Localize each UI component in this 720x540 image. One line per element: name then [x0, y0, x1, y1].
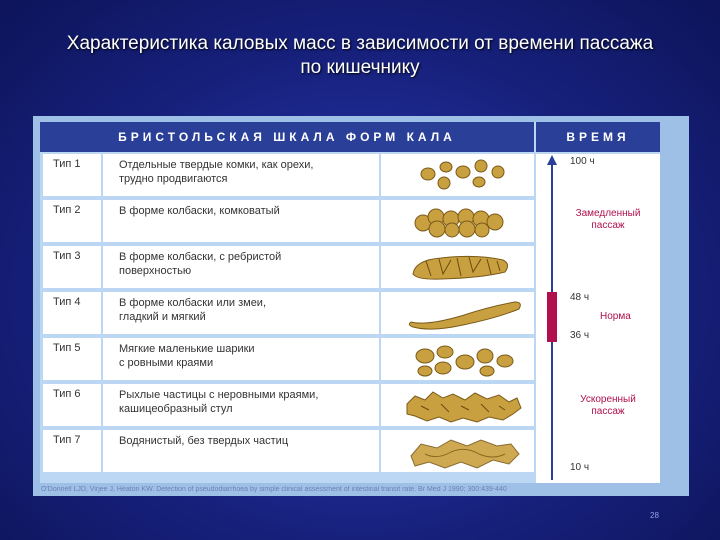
- table-row-type-2: [40, 200, 534, 244]
- fast-transit-label: [562, 394, 654, 418]
- table-header-time: ВРЕМЯ: [536, 122, 660, 152]
- type-description: [103, 154, 379, 196]
- time-label-48h: 48 ч: [570, 292, 590, 303]
- description-line-1: В форме колбаски или змеи,: [119, 297, 267, 309]
- fast-transit-line-2: пассаж: [591, 406, 625, 417]
- description-line-1: Мягкие маленькие шарики: [119, 343, 255, 355]
- type-label: Тип 5: [43, 338, 101, 380]
- table-header-scale: БРИСТОЛЬСКАЯ ШКАЛА ФОРМ КАЛА: [40, 122, 534, 152]
- page-number: 28: [650, 511, 659, 520]
- slide-title: [0, 32, 720, 80]
- description-line-2: с ровными краями: [119, 357, 214, 369]
- description-line-2: гладкий и мягкий: [119, 311, 206, 323]
- stool-image-type-6: [381, 384, 534, 426]
- table-frame: [40, 122, 660, 483]
- type-description: [103, 430, 379, 472]
- type-label: Тип 2: [43, 200, 101, 242]
- table-row-type-1: [40, 154, 534, 198]
- norm-range-bar: [547, 292, 557, 342]
- description-line-1: В форме колбаски, с ребристой: [119, 251, 282, 263]
- type-description: [103, 246, 379, 288]
- table-row-type-5: [40, 338, 534, 382]
- slide-title-line-2: по кишечнику: [300, 57, 420, 78]
- soft-blobs-icon: [381, 338, 534, 380]
- slide-title-line-1: Характеристика каловых масс в зависимости от времени пассажа: [66, 33, 654, 54]
- cracked-sausage-icon: [381, 246, 534, 288]
- bristol-scale-figure: [33, 116, 689, 496]
- type-label: Тип 1: [43, 154, 101, 196]
- description-line-1: Водянистый, без твердых частиц: [119, 435, 289, 447]
- stool-image-type-4: [381, 292, 534, 334]
- table-row-type-6: [40, 384, 534, 428]
- type-label: Тип 6: [43, 384, 101, 426]
- stool-image-type-7: [381, 430, 534, 472]
- stool-image-type-5: [381, 338, 534, 380]
- type-description: [103, 200, 379, 242]
- description-line-2: поверхностью: [119, 265, 192, 277]
- norm-label: Норма: [600, 311, 631, 322]
- separate-lumps-icon: [381, 154, 534, 196]
- type-description: [103, 338, 379, 380]
- table-row-type-3: [40, 246, 534, 290]
- stool-image-type-2: [381, 200, 534, 242]
- table-row-type-7: [40, 430, 534, 474]
- type-description: [103, 292, 379, 334]
- type-label: Тип 7: [43, 430, 101, 472]
- description-line-1: В форме колбаски, комковатый: [119, 205, 280, 217]
- table-row-type-4: [40, 292, 534, 336]
- description-line-1: Отдельные твердые комки, как орехи,: [119, 159, 314, 171]
- description-line-2: кашицеобразный стул: [119, 403, 233, 415]
- citation-text: O'Donnell LJD, Virjee J, Heaton KW. Detection of pseudodiarrhoea by simple clinical assessment of intestinal transit rate. Br Med J 1990; 300:439-440: [41, 486, 507, 493]
- stool-image-type-1: [381, 154, 534, 196]
- fast-transit-line-1: Ускоренный: [580, 394, 636, 405]
- stool-image-type-3: [381, 246, 534, 288]
- time-label-10h: 10 ч: [570, 462, 590, 473]
- slow-transit-line-1: Замедленный: [575, 208, 641, 219]
- description-line-2: трудно продвигаются: [119, 173, 228, 185]
- type-label: Тип 3: [43, 246, 101, 288]
- time-label-36h: 36 ч: [570, 330, 590, 341]
- time-label-100h: 100 ч: [570, 156, 595, 167]
- smooth-snake-icon: [381, 292, 534, 334]
- type-description: [103, 384, 379, 426]
- transit-time-column: [536, 154, 660, 483]
- fluffy-pieces-icon: [381, 384, 534, 426]
- slow-transit-label: [562, 208, 654, 232]
- type-label: Тип 4: [43, 292, 101, 334]
- slow-transit-line-2: пассаж: [591, 220, 625, 231]
- description-line-1: Рыхлые частицы с неровными краями,: [119, 389, 319, 401]
- watery-icon: [381, 430, 534, 472]
- lumpy-sausage-icon: [381, 200, 534, 242]
